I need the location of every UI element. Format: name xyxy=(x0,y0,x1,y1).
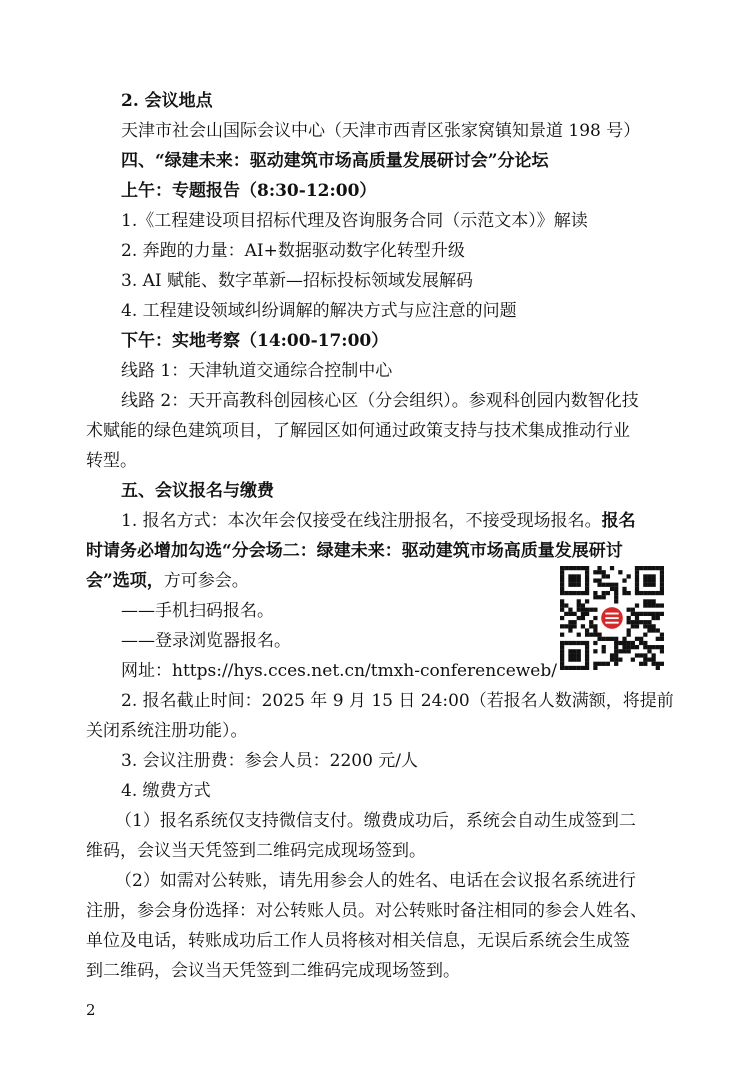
payment-wechat-line-2: 维码，会议当天凭签到二维码完成现场签到。 xyxy=(86,841,426,861)
payment-transfer-line-4: 到二维码，会议当天凭签到二维码完成现场签到。 xyxy=(86,961,460,981)
morning-item-1: 1.《工程建设项目招标代理及咨询服务合同（示范文本）》解读 xyxy=(121,211,588,231)
registration-emphasis-end: 会”选项， xyxy=(86,571,164,591)
registration-method-line-3 xyxy=(86,571,249,591)
registration-emphasis-line-2: 时请务必增加勾选“分会场二：绿建未来：驱动建筑市场高质量发展研讨 xyxy=(86,541,623,561)
payment-heading: 4. 缴费方式 xyxy=(121,781,211,801)
morning-item-4: 4. 工程建设领域纠纷调解的解决方式与应注意的问题 xyxy=(121,301,517,321)
registration-method-text: 1. 报名方式：本次年会仅接受在线注册报名，不接受现场报名。 xyxy=(121,511,602,531)
morning-item-2: 2. 奔跑的力量：AI+数据驱动数字化转型升级 xyxy=(121,241,465,261)
section-heading-venue: 2. 会议地点 xyxy=(121,91,213,111)
page-number: 2 xyxy=(86,1001,96,1019)
payment-transfer-line-1: （2）如需对公转账，请先用参会人的姓名、电话在会议报名系统进行 xyxy=(115,871,636,891)
payment-transfer-line-2: 注册，参会身份选择：对公转账人员。对公转账时备注相同的参会人姓名、 xyxy=(86,901,647,921)
payment-wechat-line-1: （1）报名系统仅支持微信支付。缴费成功后，系统会自动生成签到二 xyxy=(115,811,636,831)
payment-transfer-line-3: 单位及电话，转账成功后工作人员将核对相关信息，无误后系统会生成签 xyxy=(86,931,630,951)
registration-emphasis-start: 报名 xyxy=(601,511,636,531)
afternoon-heading: 下午：实地考察（14:00-17:00） xyxy=(121,331,389,351)
registration-method-line-1 xyxy=(121,511,636,531)
registration-browser: ——登录浏览器报名。 xyxy=(121,631,291,651)
route-2-line-1: 线路 2：天开高教科创园核心区（分会组织）。参观科创园内数智化技 xyxy=(121,391,639,411)
route-2-line-3: 转型。 xyxy=(86,451,137,471)
registration-qr-code[interactable] xyxy=(560,566,664,670)
registration-method-end: 方可参会。 xyxy=(163,571,249,591)
registration-url[interactable]: 网址：https://hys.cces.net.cn/tmxh-conferenceweb/ xyxy=(121,661,557,681)
section-heading-registration: 五、会议报名与缴费 xyxy=(121,481,274,501)
route-1: 线路 1：天津轨道交通综合控制中心 xyxy=(121,361,393,381)
morning-item-3: 3. AI 赋能、数字革新—招标投标领域发展解码 xyxy=(121,271,474,291)
morning-heading: 上午：专题报告（8:30-12:00） xyxy=(121,181,377,201)
deadline-line-2: 关闭系统注册功能）。 xyxy=(86,721,248,741)
section-heading-forum: 四、“绿建未来：驱动建筑市场高质量发展研讨会”分论坛 xyxy=(121,151,549,171)
registration-mobile: ——手机扫码报名。 xyxy=(121,601,274,621)
route-2-line-2: 术赋能的绿色建筑项目，了解园区如何通过政策支持与技术集成推动行业 xyxy=(86,421,630,441)
deadline-line-1: 2. 报名截止时间：2025 年 9 月 15 日 24:00（若报名人数满额，将提前 xyxy=(121,691,674,711)
venue-address: 天津市社会山国际会议中心（天津市西青区张家窝镇知景道 198 号） xyxy=(121,121,641,141)
registration-fee: 3. 会议注册费：参会人员：2200 元/人 xyxy=(121,751,419,771)
